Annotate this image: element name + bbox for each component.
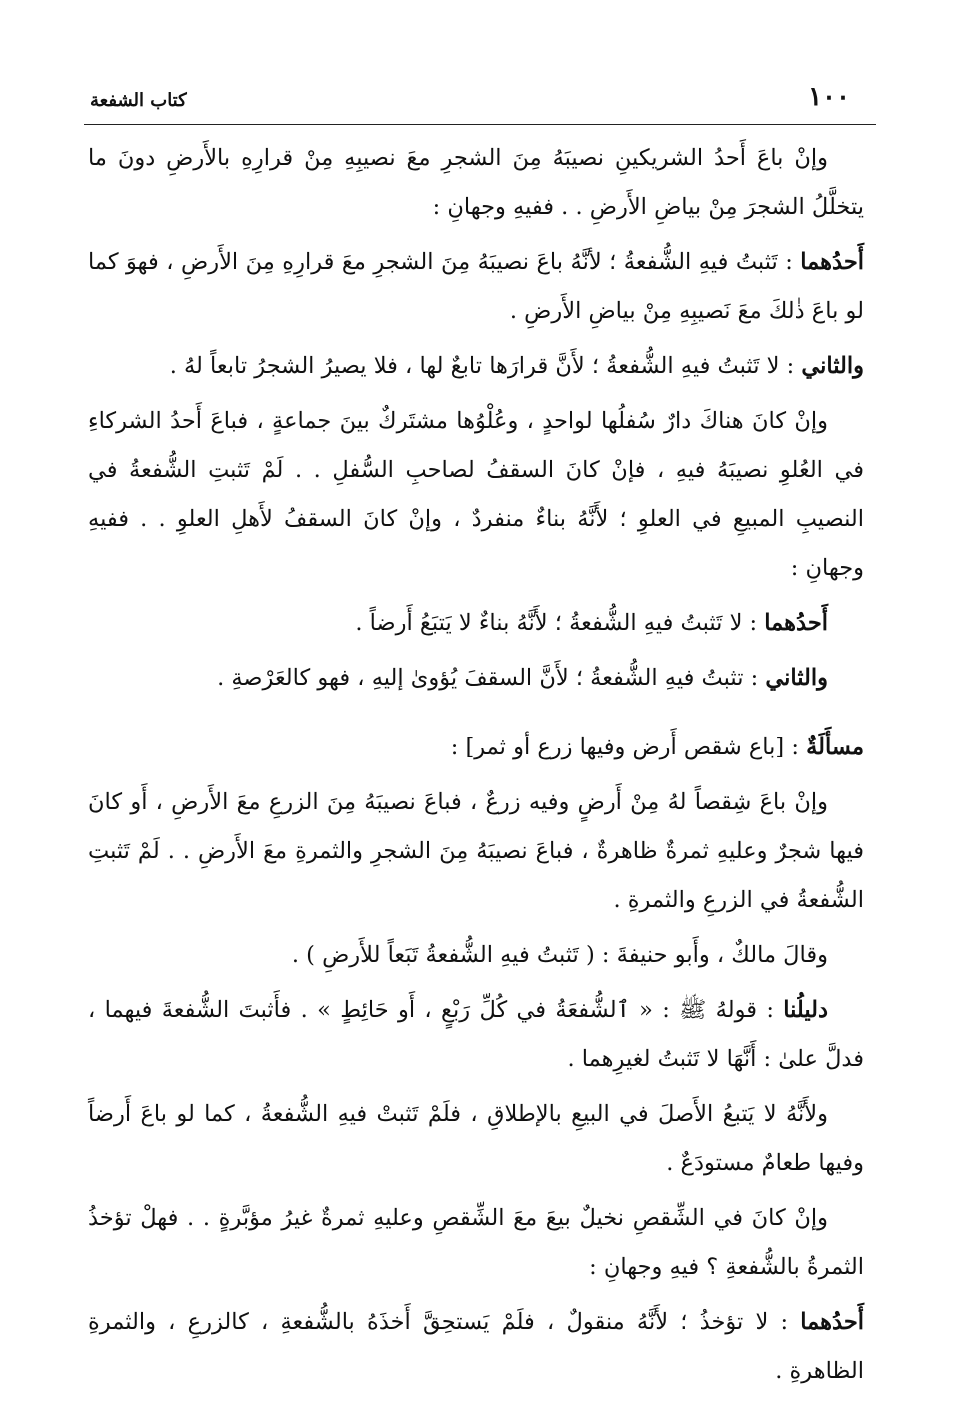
paragraph-lead: أَحدُهما xyxy=(800,1309,864,1335)
paragraph-12 xyxy=(88,1194,864,1292)
header-divider xyxy=(84,124,876,125)
paragraph-text: ولأَنَّهُ لا يَتبعُ الأَصلَ في البيعِ بالإطلاقِ ، فلَمْ تَثبتْ فيهِ الشُّفعةُ ، كما لو باعَ أَرضاً وفيها طعامٌ مستودَعٌ . xyxy=(88,1101,864,1176)
paragraph-1 xyxy=(88,134,864,232)
paragraph-5 xyxy=(88,599,864,648)
page-number: ١٠٠ xyxy=(808,82,850,112)
paragraph-text: وإنْ باعَ شِقصاً لهُ مِنْ أَرضٍ وفيه زرعٌ ، فباعَ نصيبَهُ مِنَ الزرعِ معَ الأَرضِ ، أَو كانَ فيها شجرٌ وعليهِ ثمرةٌ ظاهرةٌ ، فباعَ نصيبَهُ مِنَ الشجرِ والثمرةِ معَ الأَرضِ . . لَمْ تَثبتِ الشُّفعةُ في الزرعِ والثمرةِ . xyxy=(88,789,864,913)
paragraph-text: : تَثبتُ فيهِ الشُّفعةُ ؛ لأنَّهُ باعَ نصيبَهُ مِنَ الشجرِ معَ قرارِهِ مِنَ الأَرضِ ، فهوَ كما لو باعَ ذٰلكَ معَ نَصيبِهِ مِنْ بياضِ الأَرضِ . xyxy=(88,249,864,324)
paragraph-text: : تثبتُ فيهِ الشُّفعةُ ؛ لأَنَّ السقفَ يُؤوىٰ إليهِ ، فهو كالعَرْصةِ . xyxy=(217,665,766,691)
paragraph-6 xyxy=(88,654,864,703)
paragraph-lead: أَحدُهما xyxy=(764,610,828,636)
paragraph-10 xyxy=(88,986,864,1084)
paragraph-text: وإنْ باعَ أَحدُ الشريكينِ نصيبَهُ مِنَ الشجرِ معَ نصيبِهِ مِنْ قرارِهِ بالأَرضِ دونَ ما يتخلَّلُ الشجرَ مِنْ بياضِ الأَرضِ . . ففيهِ وجهانِ : xyxy=(88,145,864,220)
paragraph-13 xyxy=(88,1298,864,1396)
paragraph-text: : لا تَثبتُ فيهِ الشُّفعةُ ؛ لأَنَّ قرارَها تابعٌ لها ، فلا يصيرُ الشجرُ تابعاً لهُ . xyxy=(169,353,802,379)
paragraph-8 xyxy=(88,778,864,925)
page-body xyxy=(88,134,864,1402)
paragraph-lead: والثاني xyxy=(801,353,864,379)
paragraph-9 xyxy=(88,931,864,980)
paragraph-text: وإنْ كانَ هناكَ دارٌ سُفلُها لواحدٍ ، وعُلْوُها مشتَركٌ بينَ جماعةٍ ، فباعَ أَحدُ الشركاءِ في العُلوِ نصيبَهُ فيهِ ، فإنْ كانَ السقفُ لصاحبِ السُّفلِ . . لَمْ تَثبتِ الشُّفعةُ في النصيبِ المبيعِ في العلوِ ؛ لأَنَّهُ بناءٌ منفردٌ ، وإنْ كانَ السقفُ لأَهلِ العلوِ . . ففيهِ وجهانِ : xyxy=(88,408,864,581)
paragraph-2 xyxy=(88,238,864,336)
paragraph-11 xyxy=(88,1090,864,1188)
paragraph-text: وقالَ مالكٌ ، وأَبو حنيفةَ : ( تَثبتُ فيهِ الشُّفعةُ تَبَعاً للأَرضِ ) . xyxy=(291,942,828,968)
paragraph-lead: مسأَلَةٌ xyxy=(806,734,864,760)
paragraph-lead: والثاني xyxy=(765,665,828,691)
paragraph-lead: أَحدُهما xyxy=(800,249,864,275)
paragraph-text: وإنْ كانَ في الشِّقصِ نخيلٌ بيعَ معَ الشِّقصِ وعليهِ ثمرةٌ غيرُ مؤبَّرةٍ . . فهلْ تؤخذُ الثمرةُ بالشُّفعةِ ؟ فيهِ وجهانِ : xyxy=(88,1205,864,1280)
paragraph-text: : لا تؤخذُ ؛ لأَنَّهُ منقولٌ ، فلَمْ يَستحِقَّ أَخذَهُ بالشُّفعةِ ، كالزرعِ ، والثمرةِ الظاهرةِ . xyxy=(88,1309,864,1384)
paragraph-lead: دليلُنا xyxy=(783,997,828,1023)
paragraph-4 xyxy=(88,397,864,593)
page-header xyxy=(84,78,876,120)
paragraph-text: : قولهُ ﷺ : « ٱلشُّفعَةُ في كُلِّ رَبْعٍ ، أَو حَائِطٍ » . فأَثبتَ الشُّفعةَ فيهما ، فدلَّ علىٰ : أَنَّهَا لا تَثبتُ لغيرِهما . xyxy=(88,997,864,1072)
paragraph-text: : لا تَثبتُ فيهِ الشُّفعةُ ؛ لأَنَّهُ بناءٌ لا يَتبَعُ أَرضاً . xyxy=(355,610,765,636)
book-title: كتاب الشفعة xyxy=(90,90,187,111)
paragraph-3 xyxy=(88,342,864,391)
paragraph-text: : [باع شقص أَرض وفيها زرع أو ثمر] : xyxy=(450,734,807,760)
section-heading xyxy=(88,723,864,772)
